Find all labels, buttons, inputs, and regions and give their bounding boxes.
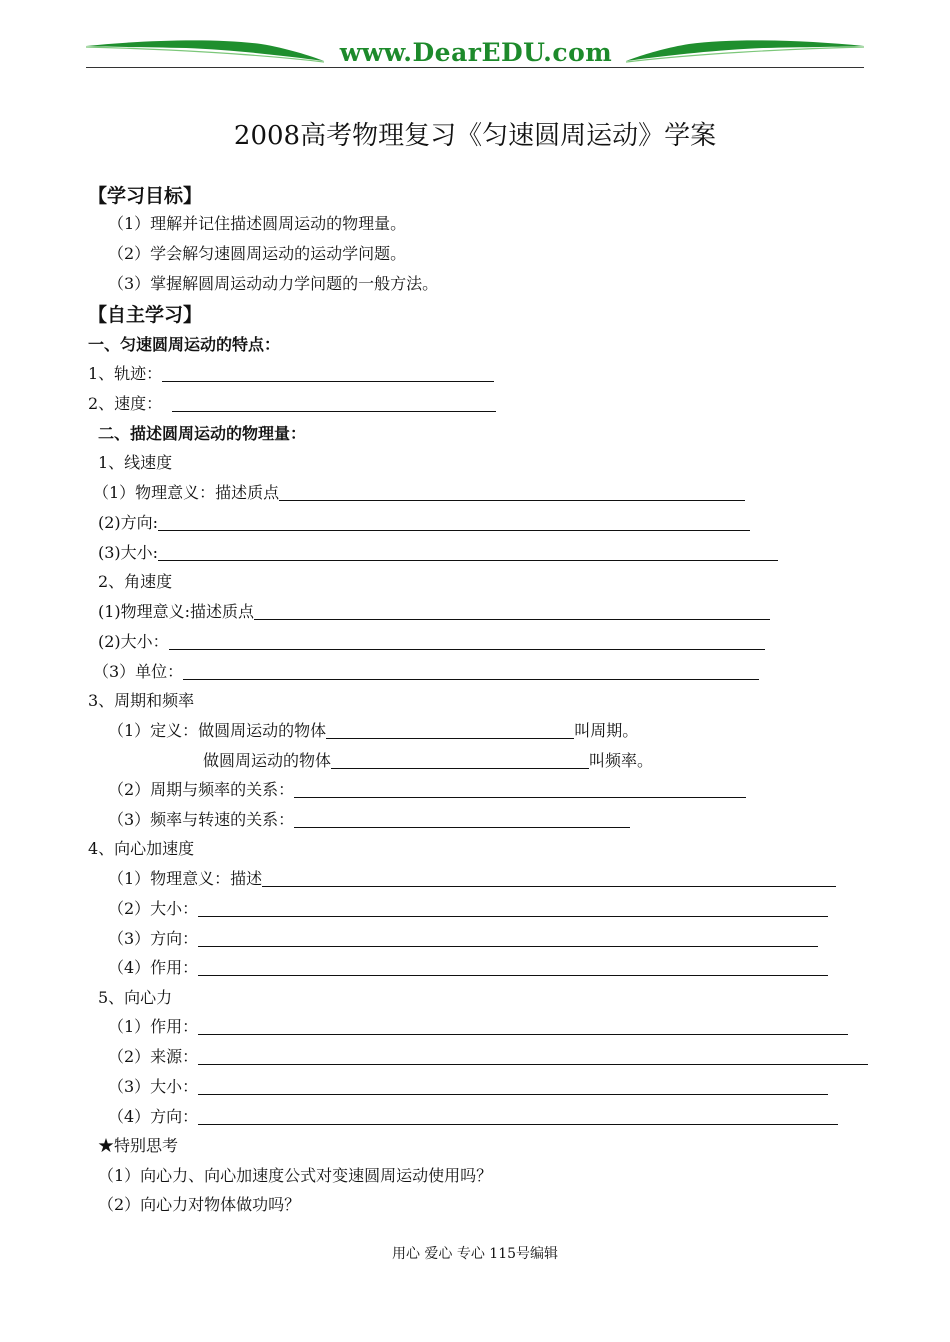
frequency-def-suffix: 叫频率。 <box>589 751 654 770</box>
period-definition-line <box>108 719 638 743</box>
trajectory-line <box>88 362 494 386</box>
angular-unit-blank[interactable] <box>183 661 759 680</box>
linear-velocity-heading: 1、线速度 <box>98 453 173 472</box>
trajectory-label: 1、轨迹： <box>88 364 163 383</box>
angular-unit-label: （3）单位： <box>93 662 184 681</box>
angular-magnitude-line <box>98 630 765 654</box>
frequency-def-label: 做圆周运动的物体 <box>203 751 332 770</box>
acc-effect-label: （4）作用： <box>108 958 199 977</box>
force-effect-blank[interactable] <box>198 1016 848 1035</box>
linear-meaning-blank[interactable] <box>279 482 745 501</box>
goals-heading: 【学习目标】 <box>88 185 203 207</box>
period-def-suffix: 叫周期。 <box>574 721 639 740</box>
part2-heading: 二、描述圆周运动的物理量： <box>98 424 307 443</box>
relation2-blank[interactable] <box>294 809 630 828</box>
frequency-def-blank[interactable] <box>331 750 589 769</box>
period-heading: 3、周期和频率 <box>88 691 195 710</box>
acc-magnitude-line <box>108 897 828 921</box>
angular-meaning-line <box>98 600 770 624</box>
part1-heading: 一、匀速圆周运动的特点： <box>88 335 281 354</box>
site-logo-text: www.DearEDU.com <box>339 38 613 67</box>
force-magnitude-line <box>108 1075 828 1099</box>
acc-direction-line <box>108 927 818 951</box>
trajectory-blank[interactable] <box>162 363 494 382</box>
acc-direction-label: （3）方向： <box>108 929 199 948</box>
acc-meaning-blank[interactable] <box>262 868 836 887</box>
velocity-label: 2、速度： <box>88 394 163 413</box>
angular-meaning-label: (1)物理意义:描述质点 <box>98 602 255 621</box>
period-def-blank[interactable] <box>326 720 574 739</box>
force-effect-label: （1）作用： <box>108 1017 199 1036</box>
linear-meaning-label: （1）物理意义：描述质点 <box>93 483 280 502</box>
goal-item: （3）掌握解圆周运动动力学问题的一般方法。 <box>108 274 439 293</box>
goal-item: （2）学会解匀速圆周运动的运动学问题。 <box>108 244 407 263</box>
special-thinking-heading: ★特别思考 <box>98 1136 179 1155</box>
period-def-label: （1）定义：做圆周运动的物体 <box>108 721 327 740</box>
relation-label: （2）周期与频率的关系： <box>108 780 295 799</box>
acc-direction-blank[interactable] <box>198 928 818 947</box>
acc-effect-line <box>108 956 828 980</box>
angular-velocity-heading: 2、角速度 <box>98 572 173 591</box>
goal-item: （1）理解并记住描述圆周运动的物理量。 <box>108 214 407 233</box>
special-question: （1）向心力、向心加速度公式对变速圆周运动使用吗？ <box>98 1166 493 1185</box>
velocity-line <box>88 392 496 416</box>
frequency-definition-line <box>203 749 653 773</box>
frequency-speed-relation-line <box>108 808 630 832</box>
force-direction-label: （4）方向： <box>108 1107 199 1126</box>
linear-direction-line <box>98 511 750 535</box>
force-magnitude-blank[interactable] <box>198 1076 828 1095</box>
linear-direction-label: (2)方向: <box>98 513 159 532</box>
special-question: （2）向心力对物体做功吗？ <box>98 1195 301 1214</box>
force-source-line <box>108 1045 868 1069</box>
linear-meaning-line <box>93 481 745 505</box>
force-source-label: （2）来源： <box>108 1047 199 1066</box>
period-frequency-relation-line <box>108 778 746 802</box>
acc-magnitude-blank[interactable] <box>198 898 828 917</box>
linear-magnitude-label: (3)大小: <box>98 543 159 562</box>
relation-blank[interactable] <box>294 779 746 798</box>
force-direction-blank[interactable] <box>198 1106 838 1125</box>
acc-magnitude-label: （2）大小： <box>108 899 199 918</box>
acc-meaning-line <box>108 867 836 891</box>
linear-direction-blank[interactable] <box>158 512 750 531</box>
relation2-label: （3）频率与转速的关系： <box>108 810 295 829</box>
force-effect-line <box>108 1015 848 1039</box>
page-footer: 用心 爱心 专心 115号编辑 <box>391 1246 559 1262</box>
force-source-blank[interactable] <box>198 1046 868 1065</box>
linear-magnitude-line <box>98 541 778 565</box>
angular-meaning-blank[interactable] <box>254 601 770 620</box>
angular-magnitude-blank[interactable] <box>169 631 765 650</box>
header-divider <box>86 67 864 68</box>
acc-effect-blank[interactable] <box>198 957 828 976</box>
centripetal-force-heading: 5、向心力 <box>98 988 173 1007</box>
self-study-heading: 【自主学习】 <box>88 304 203 326</box>
centripetal-acc-heading: 4、向心加速度 <box>88 839 195 858</box>
page-title: 2008高考物理复习《匀速圆周运动》学案 <box>233 121 717 151</box>
angular-magnitude-label: (2)大小： <box>98 632 169 651</box>
velocity-blank[interactable] <box>172 393 496 412</box>
acc-meaning-label: （1）物理意义：描述 <box>108 869 263 888</box>
force-magnitude-label: （3）大小： <box>108 1077 199 1096</box>
linear-magnitude-blank[interactable] <box>158 542 778 561</box>
page-header <box>86 34 864 74</box>
force-direction-line <box>108 1105 838 1129</box>
angular-unit-line <box>93 660 759 684</box>
